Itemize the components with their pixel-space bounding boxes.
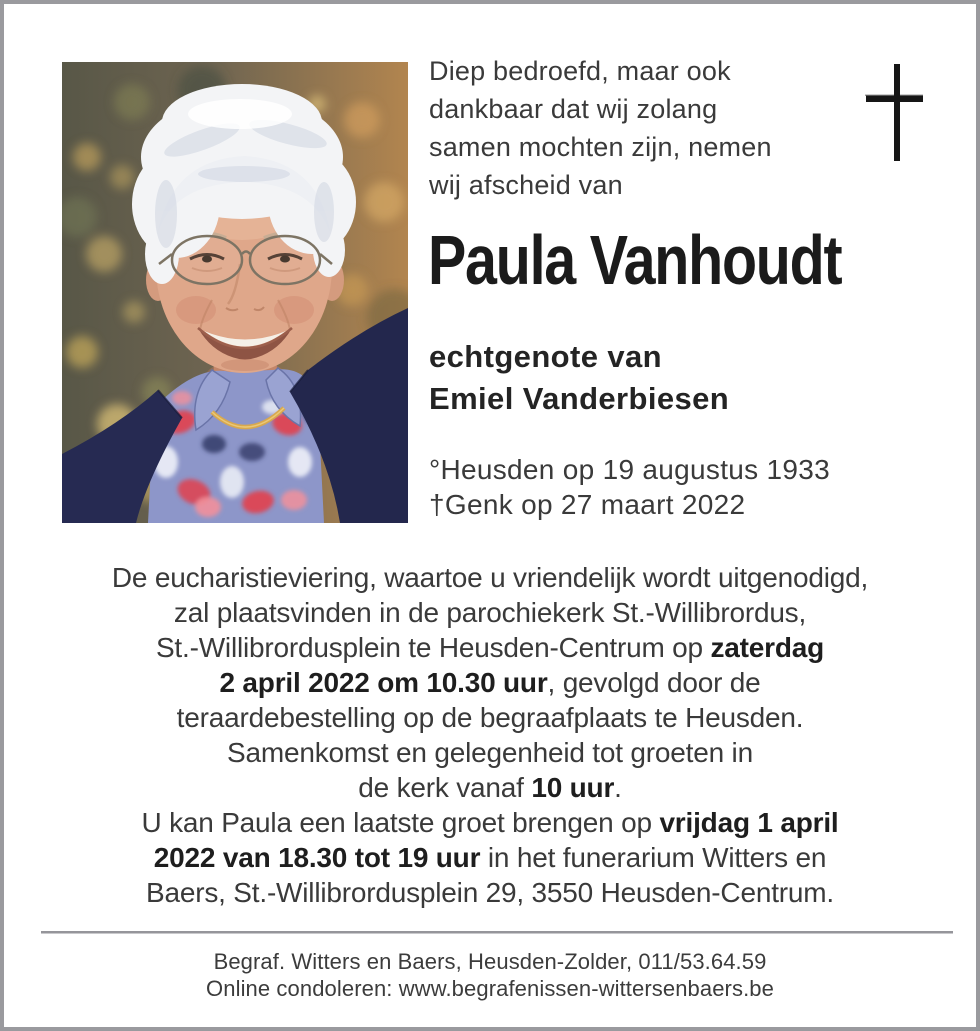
announcement-line: De eucharistieviering, waartoe u vriendelijk wordt uitgenodigd, — [111, 562, 869, 593]
relation-line: echtgenote van — [429, 339, 662, 374]
announcement-line: U kan Paula een laatste groet brengen op vrijdag 1 april — [141, 807, 839, 838]
separator-line — [41, 931, 953, 934]
deceased-name — [428, 221, 932, 299]
spouse-name: Emiel Vanderbiesen — [429, 381, 730, 416]
portrait-illustration — [62, 62, 408, 523]
announcement-line: Baers, St.-Willibrordusplein 29, 3550 Heusden-Centrum. — [146, 877, 834, 908]
announcement-line: teraardebestelling op de begraafplaats te Heusden. — [176, 702, 804, 733]
death-date: †Genk op 27 maart 2022 — [429, 489, 746, 520]
deceased-name-text: Paula Vanhoudt — [428, 221, 842, 299]
opening-line: dankbaar dat wij zolang — [429, 94, 718, 124]
funeral-home-info: Begraf. Witters en Baers, Heusden-Zolder, 011/53.64.59 — [213, 949, 767, 974]
announcement-line: St.-Willibrordusplein te Heusden-Centrum op zaterdag — [155, 632, 825, 663]
announcement-line: de kerk vanaf 10 uur. — [358, 772, 622, 803]
birth-date: °Heusden op 19 augustus 1933 — [429, 454, 831, 485]
funeral-home-footer — [4, 948, 976, 1002]
announcement-text — [4, 560, 976, 910]
opening-line: wij afscheid van — [429, 170, 623, 200]
announcement-line: zal plaatsvinden in de parochiekerk St.-Willibrordus, — [173, 597, 807, 628]
relation-block — [429, 336, 729, 420]
opening-line: Diep bedroefd, maar ook — [429, 56, 731, 86]
announcement-line: Samenkomst en gelegenheid tot groeten in — [227, 737, 753, 768]
announcement-line: 2022 van 18.30 tot 19 uur in het funerarium Witters en — [153, 842, 827, 873]
opening-line: samen mochten zijn, nemen — [429, 132, 772, 162]
memorial-cross-icon — [865, 64, 929, 164]
opening-text — [429, 52, 772, 204]
announcement-line: 2 april 2022 om 10.30 uur, gevolgd door de — [219, 667, 761, 698]
life-dates — [429, 452, 830, 522]
portrait-photo — [62, 62, 408, 523]
online-condolence-info: Online condoleren: www.begrafenissen-wittersenbaers.be — [206, 976, 774, 1001]
